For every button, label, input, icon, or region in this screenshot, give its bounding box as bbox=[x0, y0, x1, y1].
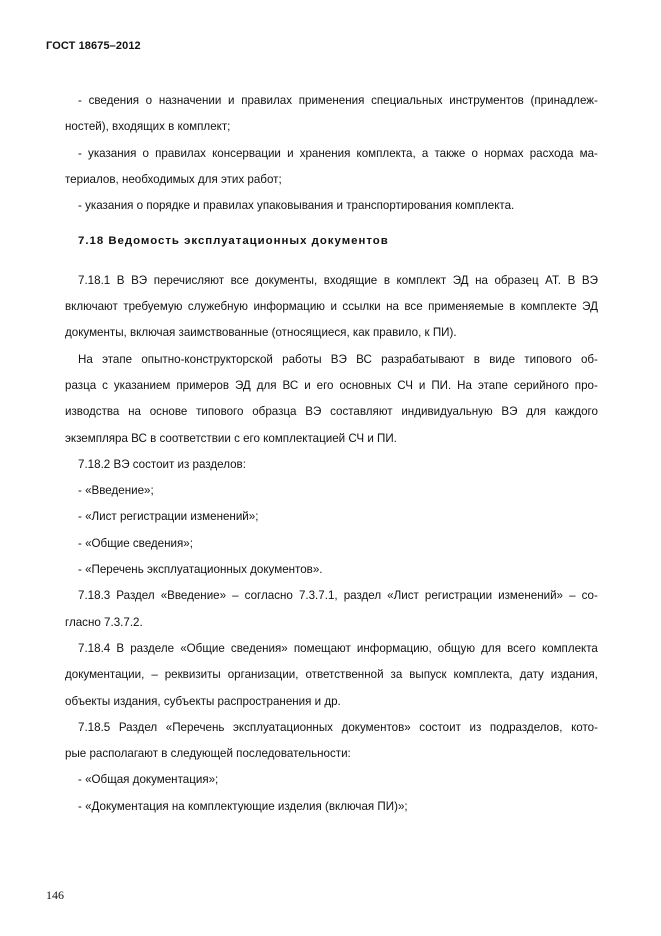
text-line: 7.18.4 В разделе «Общие сведения» помещают информацию, общую для всего комплекта bbox=[78, 641, 598, 655]
text-line: объекты издания, субъекты распространения и др. bbox=[65, 694, 341, 708]
text-line: 7.18.1 В ВЭ перечисляют все документы, входящие в комплект ЭД на образец АТ. В ВЭ bbox=[78, 273, 598, 287]
text-line: - сведения о назначении и правилах применения специальных инструментов (принадлеж- bbox=[78, 94, 598, 107]
text-line: рые располагают в следующей последовательности: bbox=[65, 747, 351, 761]
text-line: - указания о правилах консервации и хранения комплекта, а также о нормах расхода ма- bbox=[78, 146, 598, 160]
text-line: гласно 7.3.7.2. bbox=[65, 615, 143, 629]
text-line: - «Общая документация»; bbox=[78, 773, 219, 787]
text-line: - «Документация на комплектующие изделия (включая ПИ)»; bbox=[78, 799, 408, 813]
text-line: - «Лист регистрации изменений»; bbox=[78, 510, 259, 524]
document-body bbox=[65, 88, 598, 820]
text-line: включают требуемую служебную информацию и ссылки на все применяемые в комплекте ЭД bbox=[65, 300, 598, 314]
text-line: 7.18.3 Раздел «Введение» – согласно 7.3.7.1, раздел «Лист регистрации изменений» – со- bbox=[78, 589, 598, 603]
text-line: изводства на основе типового образца ВЭ составляют индивидуальную ВЭ для каждого bbox=[65, 405, 598, 419]
text-line: ностей), входящих в комплект; bbox=[65, 120, 231, 134]
list-block-1 bbox=[65, 88, 598, 219]
text-line: экземпляра ВС в соответствии с его комплектацией СЧ и ПИ. bbox=[65, 431, 397, 445]
text-line: документации, – реквизиты организации, ответственной за выпуск комплекта, дату издания, bbox=[65, 668, 598, 682]
text-line: 7.18.2 ВЭ состоит из разделов: bbox=[78, 457, 246, 471]
text-line: разца с указанием примеров ЭД для ВС и его основных СЧ и ПИ. На этапе серийного про- bbox=[65, 378, 598, 392]
text-line: 7.18.5 Раздел «Перечень эксплуатационных документов» состоит из подразделов, кото- bbox=[78, 720, 598, 734]
text-line: документы, включая заимствованные (относящиеся, как правило, к ПИ). bbox=[65, 326, 457, 340]
section-text bbox=[65, 268, 598, 820]
text-line: - указания о порядке и правилах упаковывания и транспортирования комплекта. bbox=[78, 199, 515, 213]
document-header: ГОСТ 18675–2012 bbox=[46, 40, 141, 52]
text-line: териалов, необходимых для этих работ; bbox=[65, 172, 282, 186]
page-number: 146 bbox=[46, 888, 64, 902]
text-line: - «Введение»; bbox=[78, 484, 154, 498]
text-line: - «Перечень эксплуатационных документов». bbox=[78, 563, 323, 577]
text-line: - «Общие сведения»; bbox=[78, 536, 193, 550]
text-line: На этапе опытно-конструкторской работы ВЭ ВС разрабатывают в виде типового об- bbox=[78, 352, 598, 366]
section-heading: 7.18 Ведомость эксплуатационных документов bbox=[78, 235, 389, 248]
